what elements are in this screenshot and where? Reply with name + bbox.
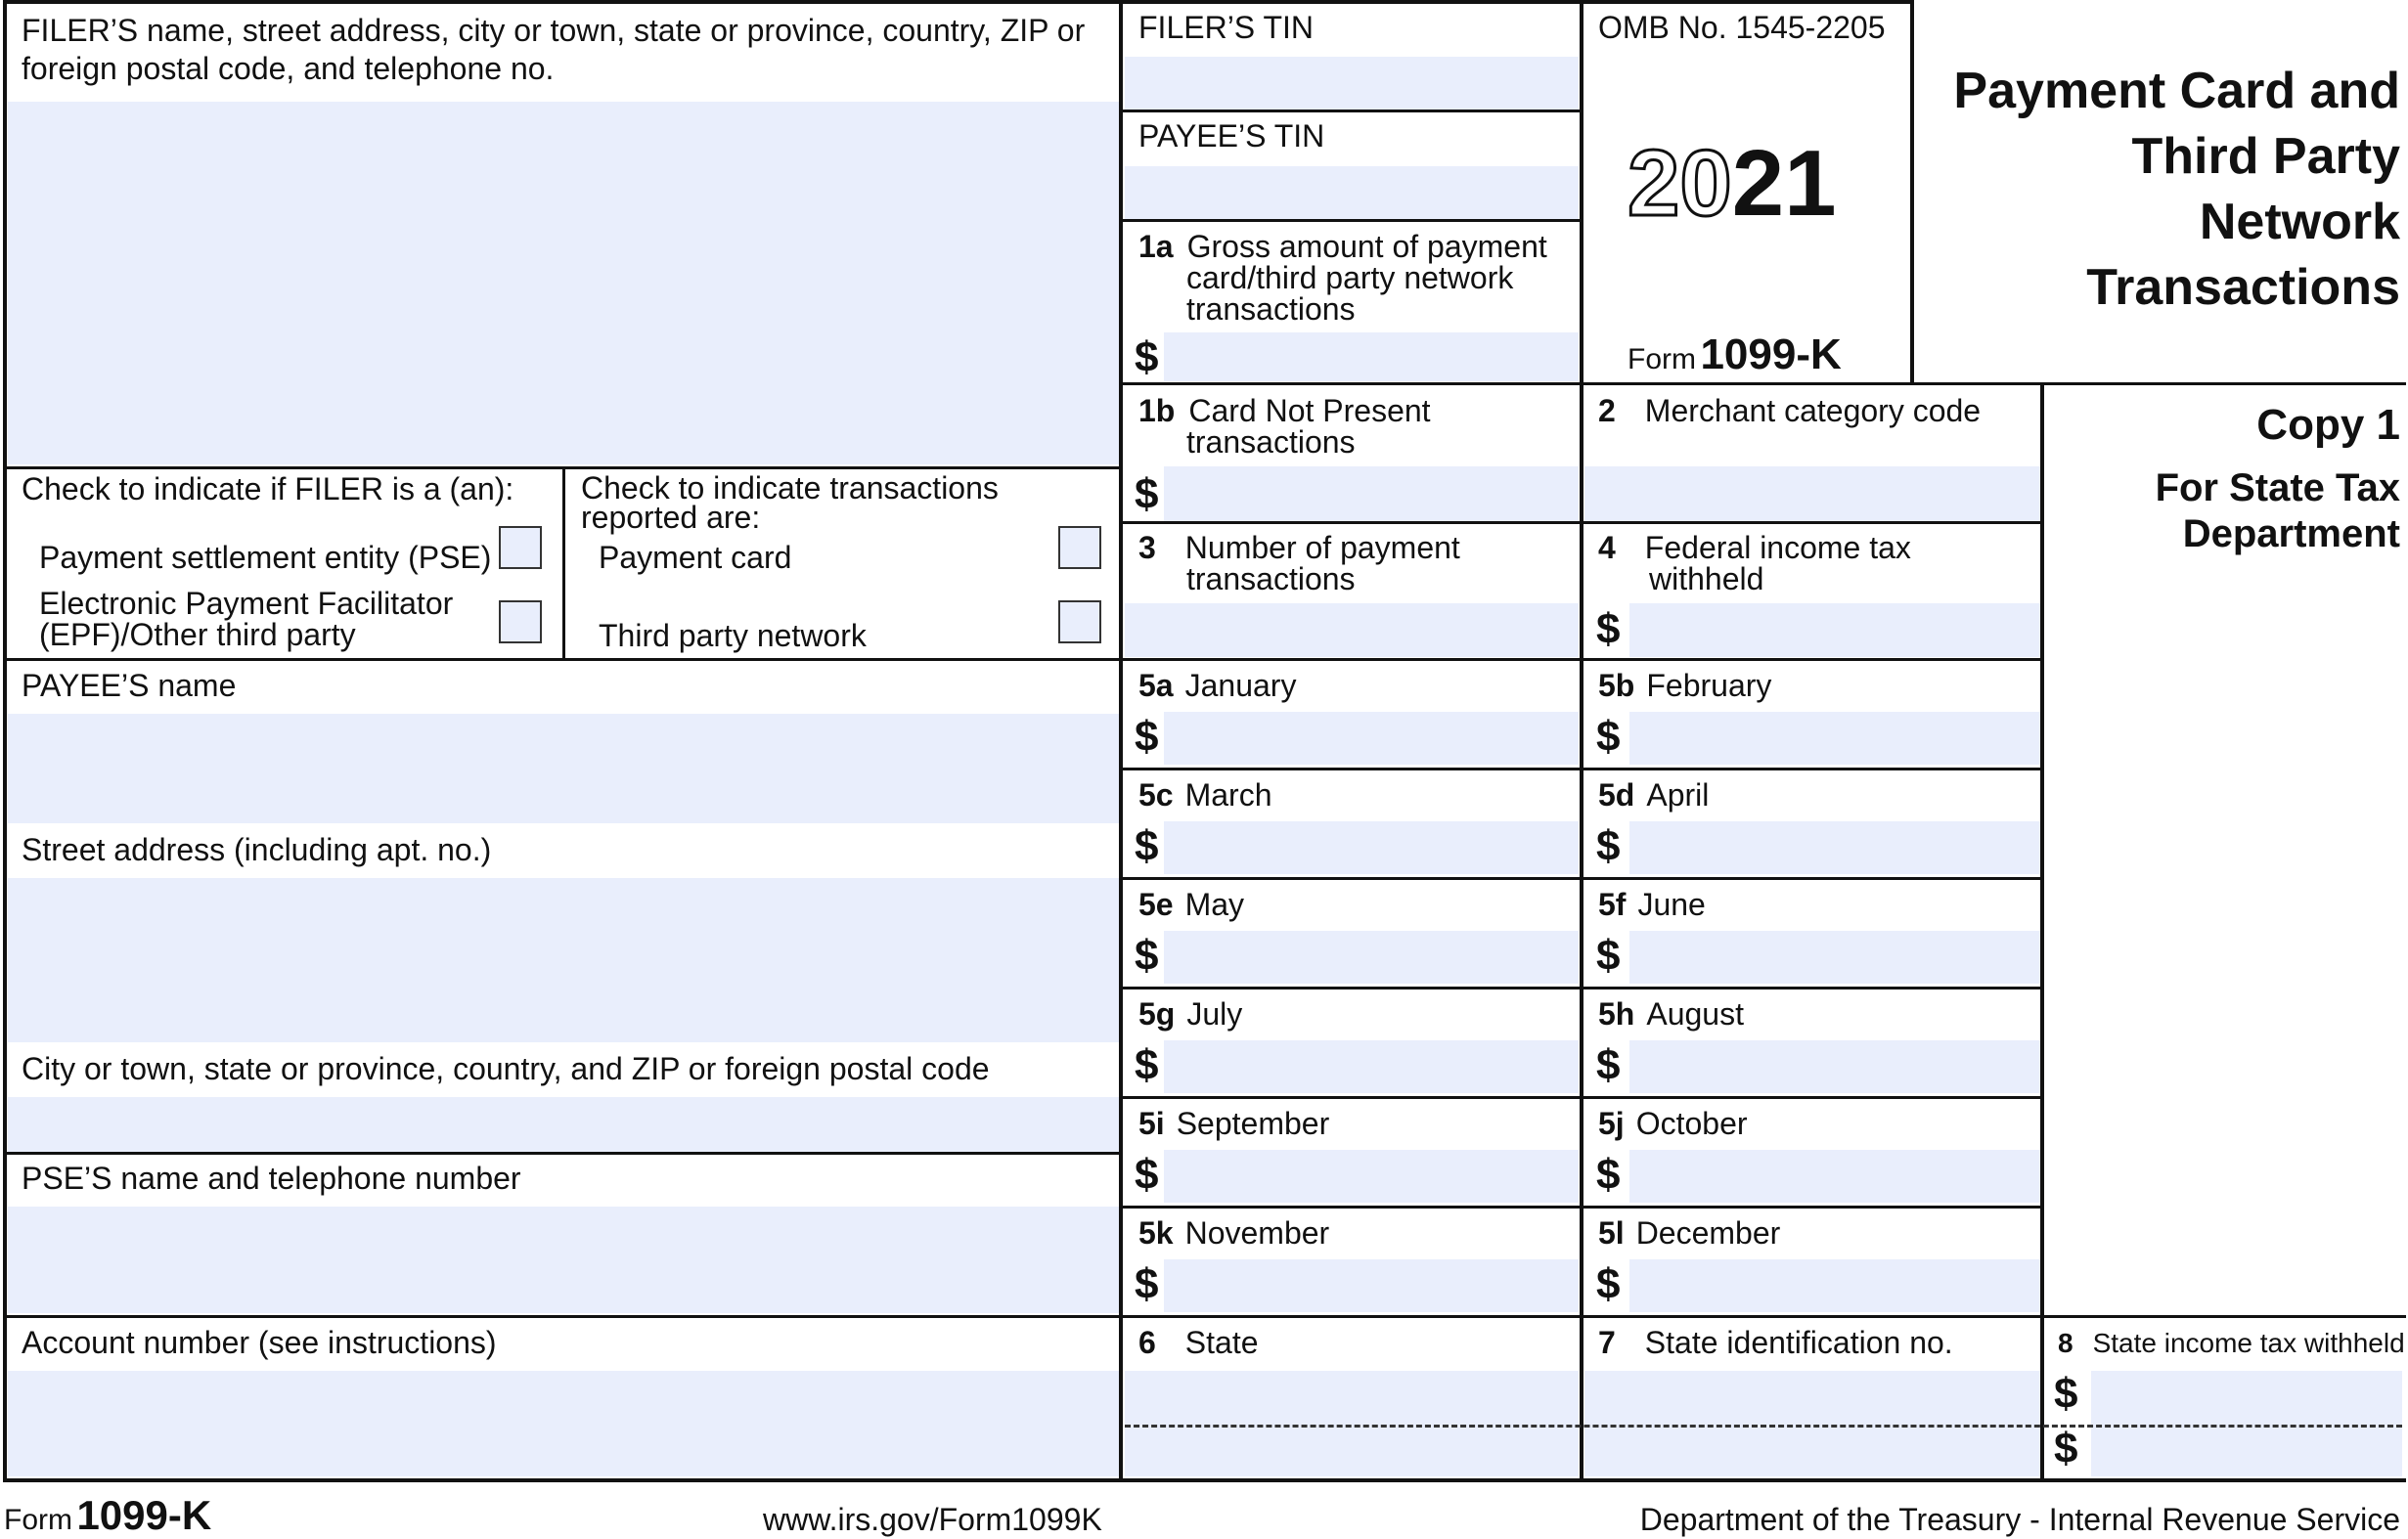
dollar-sign: $ xyxy=(1596,822,1621,870)
month-name: March xyxy=(1184,777,1272,813)
month-label-5e xyxy=(1138,889,1244,921)
month-label-5d xyxy=(1598,779,1709,812)
border-left xyxy=(3,0,7,1482)
form-word: Form xyxy=(1628,343,1696,375)
box-text: card/third party network xyxy=(1186,260,1514,295)
box-8-field[interactable] xyxy=(2091,1371,2402,1476)
month-label-5c xyxy=(1138,779,1272,812)
divider xyxy=(1119,219,1582,222)
month-label-5k xyxy=(1138,1217,1329,1250)
month-label-5a xyxy=(1138,670,1296,702)
box-number: 7 xyxy=(1598,1325,1616,1360)
box-text: Federal income tax xyxy=(1644,530,1911,565)
title-line: Third Party xyxy=(2131,128,2400,185)
footer-department: Department of the Treasury - Internal Revenue Service xyxy=(1639,1502,2400,1537)
box-number: 1b xyxy=(1138,393,1176,428)
box-4-label xyxy=(1598,532,1911,594)
month-field[interactable] xyxy=(1629,712,2040,765)
box-number: 5h xyxy=(1598,996,1635,1032)
month-label-5l xyxy=(1598,1217,1780,1250)
month-field[interactable] xyxy=(1164,1259,1579,1312)
box-7-field[interactable] xyxy=(1584,1371,2040,1476)
month-field[interactable] xyxy=(1629,1150,2040,1203)
dollar-sign: $ xyxy=(2054,1425,2078,1473)
box-text: withheld xyxy=(1649,561,1764,596)
pse-name-label: PSE’S name and telephone number xyxy=(22,1161,521,1196)
month-field[interactable] xyxy=(1629,1259,2040,1312)
filer-label: FILER’S name, street address, city or town, state or province, country, ZIP or foreign postal code, and telephone no. xyxy=(22,13,1086,86)
box-number: 4 xyxy=(1598,530,1616,565)
filer-tin-label: FILER’S TIN xyxy=(1138,10,1314,45)
payment-card-label: Payment card xyxy=(599,540,792,575)
divider xyxy=(562,466,565,660)
form-number: 1099-K xyxy=(1700,330,1842,378)
trans-heading-line: reported are: xyxy=(581,500,761,535)
month-field[interactable] xyxy=(1629,1040,2040,1093)
dollar-sign: $ xyxy=(1135,713,1159,761)
box-number: 5g xyxy=(1138,996,1176,1032)
footer-form-id xyxy=(4,1492,211,1539)
dollar-sign: $ xyxy=(1135,822,1159,870)
box-8-label xyxy=(2058,1328,2405,1358)
box-number: 5k xyxy=(1138,1215,1174,1251)
divider xyxy=(1119,987,2042,989)
pse-label: Payment settlement entity (PSE) xyxy=(39,540,492,575)
payee-tin-label: PAYEE’S TIN xyxy=(1138,118,1325,154)
divider xyxy=(1119,877,2042,880)
box-6-label xyxy=(1138,1327,1259,1359)
dollar-sign: $ xyxy=(1135,1041,1159,1089)
box-number: 5f xyxy=(1598,887,1627,922)
dollar-sign: $ xyxy=(1135,333,1159,381)
dollar-sign: $ xyxy=(1135,1151,1159,1199)
month-field[interactable] xyxy=(1164,931,1579,984)
box-3-label xyxy=(1138,532,1460,594)
month-field[interactable] xyxy=(1164,1150,1579,1203)
divider xyxy=(1119,521,2042,524)
box-number: 1a xyxy=(1138,229,1174,264)
month-name: July xyxy=(1186,996,1243,1032)
border-bottom xyxy=(3,1478,2406,1482)
box-4-field[interactable] xyxy=(1629,603,2040,657)
box-text: State identification no. xyxy=(1644,1325,1953,1360)
box-text: Merchant category code xyxy=(1644,393,1982,428)
month-name: February xyxy=(1646,668,1772,703)
box-3-field[interactable] xyxy=(1125,603,1579,657)
box-text: transactions xyxy=(1186,424,1356,460)
pse-field[interactable] xyxy=(8,1207,1119,1313)
month-name: November xyxy=(1184,1215,1330,1251)
dollar-sign: $ xyxy=(1135,1260,1159,1308)
box-number: 5d xyxy=(1598,777,1635,813)
month-field[interactable] xyxy=(1164,1040,1579,1093)
month-label-5h xyxy=(1598,998,1744,1031)
border-top xyxy=(3,0,1914,4)
divider xyxy=(1119,382,1582,385)
third-party-label: Third party network xyxy=(599,618,867,653)
title-line: Transactions xyxy=(2086,259,2400,316)
payee-name-field[interactable] xyxy=(8,714,1119,823)
month-field[interactable] xyxy=(1164,712,1579,765)
tax-year xyxy=(1628,131,1837,236)
footer-form-number: 1099-K xyxy=(76,1492,212,1538)
box-text: transactions xyxy=(1186,561,1356,596)
box-number: 5e xyxy=(1138,887,1174,922)
year-suffix: 21 xyxy=(1731,131,1837,236)
epf-label xyxy=(39,588,453,650)
pse-checkbox[interactable] xyxy=(499,526,542,569)
dollar-sign: $ xyxy=(1596,1260,1621,1308)
month-label-5g xyxy=(1138,998,1242,1031)
dollar-sign: $ xyxy=(1596,713,1621,761)
box-1a-field[interactable] xyxy=(1164,332,1579,381)
month-name: June xyxy=(1637,887,1706,922)
month-name: April xyxy=(1646,777,1710,813)
dashed-divider xyxy=(1125,1425,2402,1428)
month-name: August xyxy=(1646,996,1744,1032)
footer-form-word: Form xyxy=(4,1504,72,1536)
epf-line: Electronic Payment Facilitator xyxy=(39,586,454,621)
copy-label: Copy 1 xyxy=(2256,401,2400,449)
month-name: December xyxy=(1635,1215,1781,1251)
account-label: Account number (see instructions) xyxy=(22,1325,497,1360)
city-label: City or town, state or province, country, and ZIP or foreign postal code xyxy=(22,1051,990,1086)
month-label-5j xyxy=(1598,1108,1748,1140)
filer-check-heading: Check to indicate if FILER is a (an): xyxy=(22,471,514,506)
box-number: 5l xyxy=(1598,1215,1625,1251)
title-line: Payment Card and xyxy=(1953,63,2400,119)
box-6-field[interactable] xyxy=(1125,1371,1579,1476)
month-name: September xyxy=(1176,1106,1330,1141)
box-number: 2 xyxy=(1598,393,1616,428)
month-field[interactable] xyxy=(1629,931,2040,984)
divider xyxy=(3,1152,1121,1155)
payee-name-label: PAYEE’S name xyxy=(22,668,237,703)
box-1a-label xyxy=(1138,231,1547,325)
trans-heading-line: Check to indicate transactions xyxy=(581,470,999,506)
divider xyxy=(1119,110,1582,112)
month-field[interactable] xyxy=(1164,821,1579,874)
box-number: 5b xyxy=(1598,668,1635,703)
city-field[interactable] xyxy=(8,1097,1119,1152)
epf-line: (EPF)/Other third party xyxy=(39,617,356,652)
month-label-5i xyxy=(1138,1108,1329,1140)
filer-info-field[interactable] xyxy=(8,102,1119,464)
payee-tin-field[interactable] xyxy=(1125,166,1579,219)
dollar-sign: $ xyxy=(1596,605,1621,653)
month-field[interactable] xyxy=(1629,821,2040,874)
box-number: 5j xyxy=(1598,1106,1625,1141)
box-text: State xyxy=(1184,1325,1259,1360)
payment-card-checkbox[interactable] xyxy=(1058,526,1101,569)
box-1b-field[interactable] xyxy=(1164,466,1579,521)
box-number: 3 xyxy=(1138,530,1156,565)
dollar-sign: $ xyxy=(1135,932,1159,980)
year-prefix: 20 xyxy=(1628,131,1732,236)
box-text: Card Not Present xyxy=(1188,393,1431,428)
box-7-label xyxy=(1598,1327,1953,1359)
box-number: 5i xyxy=(1138,1106,1165,1141)
dollar-sign: $ xyxy=(1596,1151,1621,1199)
form-id xyxy=(1628,330,1842,379)
box-number: 8 xyxy=(2058,1328,2074,1358)
box-1b-label xyxy=(1138,395,1431,458)
title-line: Network xyxy=(2199,194,2400,250)
copy-sub-line: Department xyxy=(2182,512,2400,555)
box-text: transactions xyxy=(1186,291,1356,327)
box-2-field[interactable] xyxy=(1584,466,2040,521)
epf-checkbox[interactable] xyxy=(499,600,542,643)
divider xyxy=(1580,0,1583,1482)
divider xyxy=(1580,382,2406,385)
footer-url[interactable]: www.irs.gov/Form1099K xyxy=(763,1502,1102,1537)
divider xyxy=(1910,0,1914,383)
month-name: May xyxy=(1184,887,1245,922)
month-name: October xyxy=(1635,1106,1748,1141)
month-name: January xyxy=(1184,668,1297,703)
account-field[interactable] xyxy=(8,1371,1119,1476)
dollar-sign: $ xyxy=(1596,1041,1621,1089)
box-text: State income tax withheld xyxy=(2092,1328,2405,1358)
divider xyxy=(1119,1096,2042,1099)
copy-sub-line: For State Tax xyxy=(2155,466,2400,509)
divider xyxy=(1119,768,2042,770)
divider xyxy=(3,1315,2406,1318)
dollar-sign: $ xyxy=(1596,932,1621,980)
box-number: 6 xyxy=(1138,1325,1156,1360)
omb-number: OMB No. 1545-2205 xyxy=(1598,10,1886,45)
trans-check-heading xyxy=(581,470,999,535)
box-number: 5a xyxy=(1138,668,1174,703)
month-label-5b xyxy=(1598,670,1771,702)
copy-sub xyxy=(2156,465,2400,557)
street-label: Street address (including apt. no.) xyxy=(22,832,492,867)
box-2-label xyxy=(1598,395,1981,427)
divider xyxy=(3,658,2042,661)
dollar-sign: $ xyxy=(1135,470,1159,518)
box-text: Number of payment xyxy=(1184,530,1460,565)
box-text: Gross amount of payment xyxy=(1186,229,1547,264)
street-field[interactable] xyxy=(8,878,1119,1042)
divider xyxy=(1119,0,1123,1482)
divider xyxy=(1119,1206,2042,1209)
dollar-sign: $ xyxy=(2054,1370,2078,1418)
form-title xyxy=(1953,59,2400,321)
month-label-5f xyxy=(1598,889,1706,921)
third-party-checkbox[interactable] xyxy=(1058,600,1101,643)
box-number: 5c xyxy=(1138,777,1174,813)
filer-tin-field[interactable] xyxy=(1125,57,1579,110)
